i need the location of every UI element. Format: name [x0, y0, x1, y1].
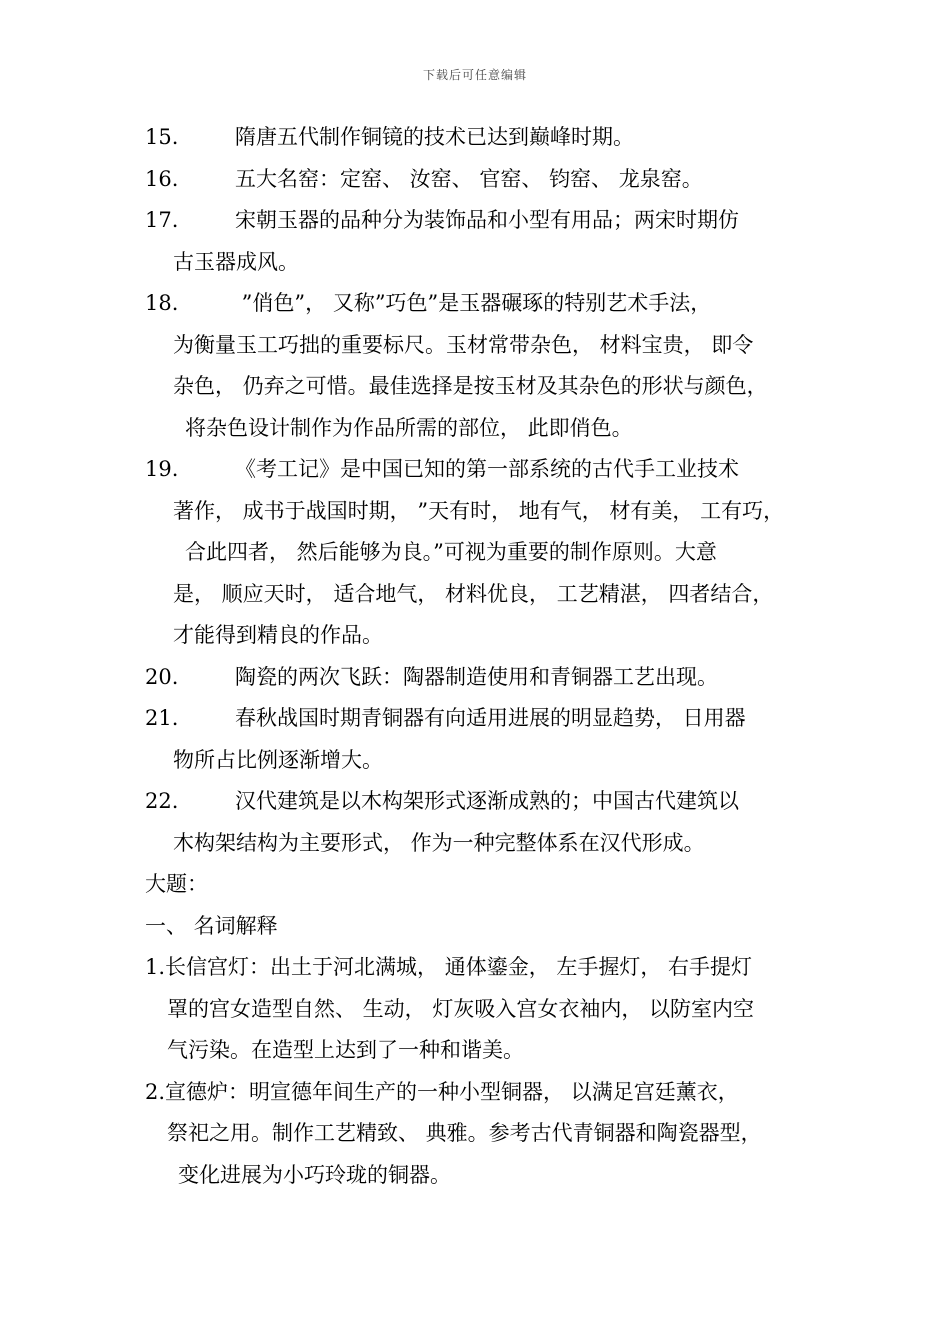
list-item-20	[145, 657, 825, 699]
term-changxin-lamp	[145, 947, 825, 1072]
item-text: 五大名窑：定窑、 汝窑、 官窑、 钧窑、 龙泉窑。	[235, 166, 703, 191]
item-number: 20.	[145, 664, 179, 689]
item-text: 陶瓷的两次飞跃：陶器制造使用和青铜器工艺出现。	[235, 664, 718, 689]
document-body	[145, 117, 825, 1196]
list-item-17	[145, 200, 825, 283]
item-text: 隋唐五代制作铜镜的技术已达到巅峰时期。	[235, 125, 634, 149]
item-text: ”俏色”， 又称”巧色”是玉器碾琢的特别艺术手法，	[235, 291, 712, 315]
term-text: 1.长信宫灯：出土于河北满城， 通体鎏金， 左手握灯， 右手提灯	[145, 955, 753, 979]
subsection-title: 一、 名词解释	[145, 913, 278, 938]
item-text-continued: 木构架结构为主要形式， 作为一种完整体系在汉代形成。	[173, 830, 705, 855]
list-item-19	[145, 449, 825, 657]
item-text: 《考工记》是中国已知的第一部系统的古代手工业技术	[235, 457, 739, 481]
item-text-continued: 著作， 成书于战国时期， ”天有时， 地有气， 材有美， 工有巧，	[173, 498, 785, 523]
item-number: 22.	[145, 789, 179, 813]
list-item-16	[145, 159, 825, 201]
term-text: 2.宣德炉：明宣德年间生产的一种小型铜器， 以满足宫廷薰衣，	[145, 1079, 739, 1104]
list-item-15	[145, 117, 825, 159]
term-text-continued: 变化进展为小巧玲珑的铜器。	[178, 1162, 451, 1187]
item-number: 21.	[145, 706, 179, 730]
item-text: 汉代建筑是以木构架形式逐渐成熟的；中国古代建筑以	[235, 789, 739, 813]
item-number: 19.	[145, 457, 179, 481]
item-number: 17.	[145, 208, 179, 232]
item-text-continued: 合此四者， 然后能够为良。”可视为重要的制作原则。大意	[185, 540, 717, 564]
item-number: 18.	[145, 291, 179, 315]
list-item-18	[145, 283, 825, 449]
term-text-continued: 祭祀之用。制作工艺精致、 典雅。参考古代青铜器和陶瓷器型，	[167, 1121, 762, 1145]
item-text-continued: 物所占比例逐渐增大。	[173, 747, 383, 772]
term-text-continued: 气污染。在造型上达到了一种和谐美。	[167, 1038, 524, 1062]
term-text-continued: 罩的宫女造型自然、 生动， 灯灰吸入宫女衣袖内， 以防室内空	[167, 996, 755, 1021]
list-item-22	[145, 781, 825, 864]
section-title: 大题：	[145, 872, 208, 896]
item-text: 春秋战国时期青铜器有向适用进展的明显趋势， 日用器	[235, 706, 746, 730]
term-xuande-censer	[145, 1072, 825, 1197]
item-number: 15.	[145, 125, 179, 149]
item-text-continued: 是， 顺应天时， 适合地气， 材料优良， 工艺精湛， 四者结合，	[173, 581, 774, 606]
page-header: 下载后可任意编辑	[422, 68, 527, 82]
list-item-21	[145, 698, 825, 781]
item-text-continued: 杂色， 仍弃之可惜。最佳选择是按玉材及其杂色的形状与颜色，	[173, 374, 768, 398]
item-text-continued: 才能得到精良的作品。	[173, 623, 383, 647]
item-text-continued: 将杂色设计制作为作品所需的部位， 此即俏色。	[185, 415, 633, 440]
item-text-continued: 为衡量玉工巧拙的重要标尺。玉材常带杂色， 材料宝贵， 即令	[173, 332, 754, 357]
item-text-continued: 古玉器成风。	[173, 249, 299, 274]
item-text: 宋朝玉器的品种分为装饰品和小型有用品；两宋时期仿	[235, 208, 739, 232]
item-number: 16.	[145, 166, 179, 191]
